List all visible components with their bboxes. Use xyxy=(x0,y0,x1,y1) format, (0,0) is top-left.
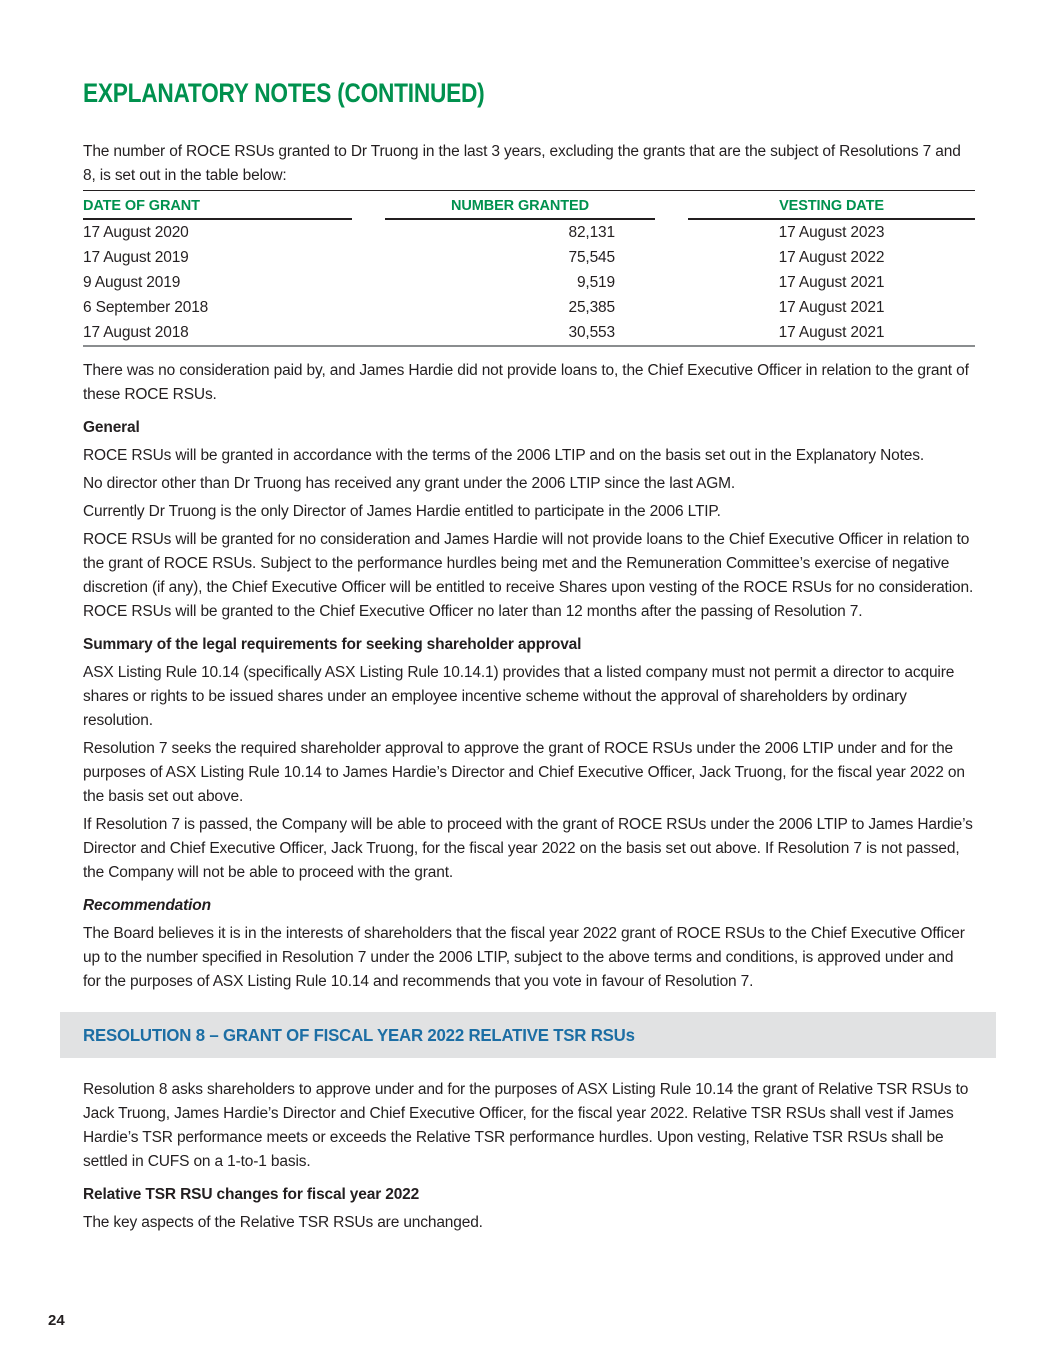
page-number: 24 xyxy=(48,1312,65,1329)
page-title: EXPLANATORY NOTES (CONTINUED) xyxy=(83,78,485,108)
table-row xyxy=(83,295,975,320)
table-header-date-of-grant: DATE OF GRANT xyxy=(83,191,352,220)
page-content xyxy=(83,0,975,1235)
paragraph-general-1: ROCE RSUs will be granted in accordance with the terms of the 2006 LTIP and on the basis set out in the Explanatory Notes. xyxy=(83,447,924,464)
heading-summary-legal-requirements: Summary of the legal requirements for seeking shareholder approval xyxy=(83,636,582,653)
cell-vesting-date: 17 August 2021 xyxy=(778,324,885,341)
cell-vesting-date: 17 August 2021 xyxy=(778,299,885,316)
cell-date-of-grant: 17 August 2018 xyxy=(83,324,189,341)
resolution8-banner-title: RESOLUTION 8 – GRANT OF FISCAL YEAR 2022 RELATIVE TSR RSUs xyxy=(83,1024,635,1045)
cell-number-granted: 25,385 xyxy=(568,299,615,316)
cell-vesting-date: 17 August 2023 xyxy=(778,224,885,241)
paragraph-recommendation: The Board believes it is in the interests of shareholders that the fiscal year 2022 grant of ROCE RSUs to the Chief Executive Officer up to the number specified in Resolution 7 under the 2006 LTIP, subject to the above terms and conditions, is approved under and for the purposes of ASX Listing Rule 10.14 and recommends that you vote in favour of Resolution 7. xyxy=(83,925,965,990)
cell-date-of-grant: 9 August 2019 xyxy=(83,274,181,291)
paragraph-general-2: No director other than Dr Truong has received any grant under the 2006 LTIP since the last AGM. xyxy=(83,475,736,492)
intro-paragraph: The number of ROCE RSUs granted to Dr Truong in the last 3 years, excluding the grants that are the subject of Resolutions 7 and 8, is set out in the table below: xyxy=(83,143,961,184)
table-row xyxy=(83,320,975,345)
cell-date-of-grant: 6 September 2018 xyxy=(83,299,209,316)
roce-rsu-grants-table xyxy=(83,190,975,347)
paragraph-general-4: ROCE RSUs will be granted for no consideration and James Hardie will not provide loans to the Chief Executive Officer in relation to the grant of ROCE RSUs. Subject to the performance hurdles being met and the Remuneration Committee’s exercise of negative discretion (if any), the Chief Executive Officer will be entitled to receive Shares upon vesting of the ROCE RSUs for no consideration. ROCE RSUs will be granted to the Chief Executive Officer no later than 12 months after the passing of Resolution 7. xyxy=(83,531,974,620)
cell-vesting-date: 17 August 2022 xyxy=(778,249,885,266)
table-header-row xyxy=(83,191,975,220)
table-header-number-granted: NUMBER GRANTED xyxy=(385,191,655,220)
table-header-vesting-date: VESTING DATE xyxy=(688,191,975,220)
paragraph-summary-3: If Resolution 7 is passed, the Company will be able to proceed with the grant of ROCE RSUs under the 2006 LTIP to James Hardie’s Director and Chief Executive Officer, Jack Truong, for the fiscal year 2022 on the basis set out above. If Resolution 7 is not passed, the Company will not be able to proceed with the grant. xyxy=(83,816,973,881)
cell-number-granted: 75,545 xyxy=(568,249,615,266)
resolution8-section-banner xyxy=(60,1012,996,1058)
cell-number-granted: 30,553 xyxy=(568,324,615,341)
paragraph-tsr-changes: The key aspects of the Relative TSR RSUs are unchanged. xyxy=(83,1214,483,1231)
heading-tsr-changes: Relative TSR RSU changes for fiscal year 2022 xyxy=(83,1186,420,1203)
cell-number-granted: 82,131 xyxy=(568,224,615,241)
table-row xyxy=(83,220,975,245)
paragraph-summary-2: Resolution 7 seeks the required shareholder approval to approve the grant of ROCE RSUs under the 2006 LTIP under and for the purposes of ASX Listing Rule 10.14 to James Hardie’s Director and Chief Executive Officer, Jack Truong, for the fiscal year 2022 on the basis set out above. xyxy=(83,740,965,805)
paragraph-no-consideration: There was no consideration paid by, and James Hardie did not provide loans to, the Chief Executive Officer in relation to the grant of these ROCE RSUs. xyxy=(83,362,969,403)
paragraph-resolution8: Resolution 8 asks shareholders to approve under and for the purposes of ASX Listing Rule 10.14 the grant of Relative TSR RSUs to Jack Truong, James Hardie’s Director and Chief Executive Officer, for the fiscal year 2022. Relative TSR RSUs shall vest if James Hardie’s TSR performance meets or exceeds the Relative TSR performance hurdles. Upon vesting, Relative TSR RSUs shall be settled in CUFS on a 1-to-1 basis. xyxy=(83,1081,969,1170)
paragraph-summary-1: ASX Listing Rule 10.14 (specifically ASX Listing Rule 10.14.1) provides that a listed company must not permit a director to acquire shares or rights to be issued shares under an employee incentive scheme without the approval of shareholders by ordinary resolution. xyxy=(83,664,955,729)
cell-number-granted: 9,519 xyxy=(576,274,615,291)
cell-date-of-grant: 17 August 2020 xyxy=(83,224,189,241)
cell-vesting-date: 17 August 2021 xyxy=(778,274,885,291)
heading-general: General xyxy=(83,419,140,436)
paragraph-general-3: Currently Dr Truong is the only Director of James Hardie entitled to participate in the 2006 LTIP. xyxy=(83,503,721,520)
heading-recommendation: Recommendation xyxy=(83,897,211,914)
table-row xyxy=(83,270,975,295)
table-row xyxy=(83,245,975,270)
cell-date-of-grant: 17 August 2019 xyxy=(83,249,189,266)
